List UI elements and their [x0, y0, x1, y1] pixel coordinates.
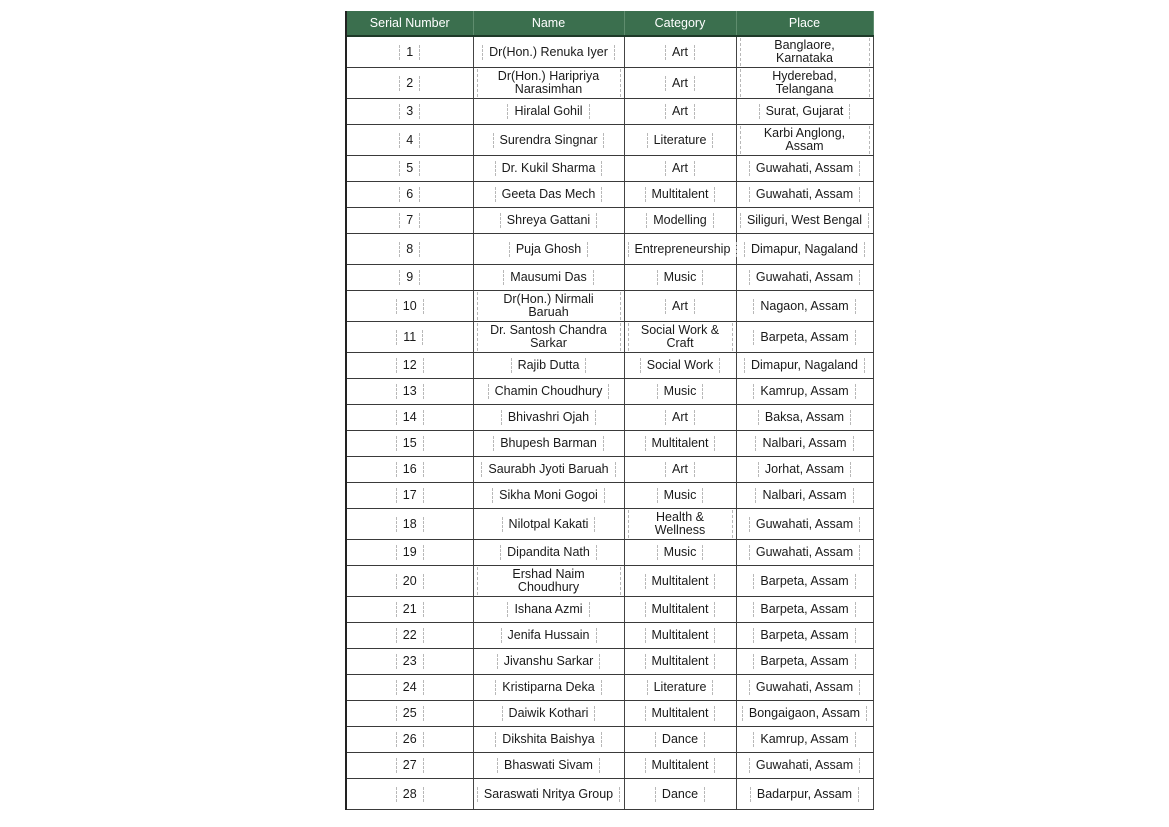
cell-name [473, 405, 624, 431]
cell-name [473, 566, 624, 597]
cell-serial-number-text: 6 [399, 187, 420, 202]
cell-place [736, 353, 873, 379]
cell-place-text: Kamrup, Assam [753, 384, 855, 399]
cell-category [624, 597, 736, 623]
cell-category-text: Music [657, 488, 704, 503]
cell-name-text: Dikshita Baishya [495, 732, 601, 747]
table-row [347, 675, 873, 701]
cell-serial-number [347, 156, 473, 182]
cell-place [736, 623, 873, 649]
cell-place [736, 68, 873, 99]
cell-place [736, 701, 873, 727]
cell-name-text: Daiwik Kothari [502, 706, 596, 721]
cell-category-text: Dance [655, 787, 705, 802]
cell-category [624, 322, 736, 353]
header-place: Place [736, 11, 873, 36]
cell-place [736, 234, 873, 265]
cell-name-text: Ershad Naim Choudhury [477, 567, 621, 595]
cell-category [624, 675, 736, 701]
cell-category-text: Multitalent [645, 758, 716, 773]
cell-place-text: Guwahati, Assam [749, 545, 860, 560]
cell-serial-number [347, 379, 473, 405]
cell-serial-number [347, 68, 473, 99]
cell-serial-number [347, 597, 473, 623]
cell-serial-number-text: 5 [399, 161, 420, 176]
cell-name-text: Chamin Choudhury [488, 384, 610, 399]
cell-name [473, 379, 624, 405]
cell-place [736, 322, 873, 353]
awardees-table [347, 11, 874, 810]
cell-place [736, 727, 873, 753]
cell-category-text: Art [665, 76, 695, 91]
cell-category [624, 779, 736, 810]
cell-place-text: Kamrup, Assam [753, 732, 855, 747]
cell-place-text: Barpeta, Assam [753, 602, 855, 617]
cell-name [473, 753, 624, 779]
cell-category-text: Art [665, 161, 695, 176]
cell-category-text: Multitalent [645, 436, 716, 451]
cell-name [473, 353, 624, 379]
cell-name [473, 649, 624, 675]
cell-place-text: Baksa, Assam [758, 410, 851, 425]
cell-place [736, 675, 873, 701]
cell-serial-number-text: 11 [396, 330, 423, 345]
table-row [347, 727, 873, 753]
cell-name-text: Hiralal Gohil [507, 104, 589, 119]
cell-place-text: Guwahati, Assam [749, 161, 860, 176]
cell-place [736, 779, 873, 810]
cell-category [624, 457, 736, 483]
cell-category [624, 540, 736, 566]
cell-name-text: Ishana Azmi [507, 602, 589, 617]
cell-serial-number-text: 27 [396, 758, 424, 773]
cell-serial-number [347, 234, 473, 265]
cell-place-text: Guwahati, Assam [749, 680, 860, 695]
cell-name [473, 99, 624, 125]
cell-name-text: Dr(Hon.) Nirmali Baruah [477, 292, 621, 320]
cell-serial-number [347, 405, 473, 431]
cell-name [473, 68, 624, 99]
cell-category-text: Multitalent [645, 628, 716, 643]
cell-place-text: Barpeta, Assam [753, 654, 855, 669]
cell-place-text: Karbi Anglong, Assam [740, 126, 870, 154]
cell-serial-number-text: 10 [396, 299, 424, 314]
cell-category [624, 265, 736, 291]
table-row [347, 156, 873, 182]
cell-name-text: Jivanshu Sarkar [497, 654, 601, 669]
cell-serial-number [347, 649, 473, 675]
table-row [347, 509, 873, 540]
cell-serial-number [347, 509, 473, 540]
cell-category [624, 234, 736, 265]
cell-place-text: Hyderebad, Telangana [740, 69, 870, 97]
cell-serial-number [347, 483, 473, 509]
cell-place-text: Badarpur, Assam [750, 787, 859, 802]
cell-name [473, 457, 624, 483]
cell-serial-number [347, 322, 473, 353]
cell-serial-number [347, 431, 473, 457]
cell-serial-number-text: 12 [396, 358, 424, 373]
cell-place-text: Guwahati, Assam [749, 758, 860, 773]
cell-name-text: Saraswati Nritya Group [477, 787, 620, 802]
cell-serial-number-text: 17 [396, 488, 424, 503]
cell-serial-number-text: 21 [396, 602, 424, 617]
cell-serial-number [347, 125, 473, 156]
cell-category-text: Social Work & Craft [628, 323, 733, 351]
cell-place-text: Nagaon, Assam [753, 299, 855, 314]
cell-serial-number-text: 13 [396, 384, 424, 399]
cell-place-text: Banglaore, Karnataka [740, 38, 870, 66]
table-row [347, 623, 873, 649]
cell-serial-number [347, 540, 473, 566]
cell-serial-number [347, 701, 473, 727]
table-row [347, 457, 873, 483]
cell-category [624, 99, 736, 125]
header-name: Name [473, 11, 624, 36]
cell-category-text: Literature [647, 133, 714, 148]
cell-name [473, 540, 624, 566]
cell-category-text: Art [665, 299, 695, 314]
cell-category-text: Art [665, 462, 695, 477]
cell-name [473, 125, 624, 156]
cell-name-text: Dr. Santosh Chandra Sarkar [477, 323, 621, 351]
cell-serial-number [347, 99, 473, 125]
cell-serial-number [347, 36, 473, 68]
cell-category-text: Multitalent [645, 574, 716, 589]
cell-place-text: Siliguri, West Bengal [740, 213, 869, 228]
cell-place-text: Bongaigaon, Assam [742, 706, 867, 721]
cell-place-text: Guwahati, Assam [749, 517, 860, 532]
cell-place [736, 457, 873, 483]
table-row [347, 649, 873, 675]
cell-name [473, 483, 624, 509]
cell-category-text: Social Work [640, 358, 720, 373]
cell-name [473, 701, 624, 727]
cell-serial-number [347, 182, 473, 208]
table-header [347, 11, 873, 36]
cell-place [736, 265, 873, 291]
cell-name-text: Sikha Moni Gogoi [492, 488, 605, 503]
cell-category [624, 727, 736, 753]
cell-place-text: Guwahati, Assam [749, 187, 860, 202]
cell-serial-number [347, 457, 473, 483]
cell-place [736, 36, 873, 68]
cell-name-text: Jenifa Hussain [501, 628, 597, 643]
cell-place-text: Barpeta, Assam [753, 628, 855, 643]
table-row [347, 182, 873, 208]
cell-serial-number-text: 3 [399, 104, 420, 119]
cell-place [736, 208, 873, 234]
cell-place [736, 540, 873, 566]
table-row [347, 208, 873, 234]
cell-category-text: Multitalent [645, 706, 716, 721]
table-row [347, 540, 873, 566]
table-row [347, 431, 873, 457]
cell-name-text: Mausumi Das [503, 270, 593, 285]
table-row [347, 68, 873, 99]
header-category: Category [624, 11, 736, 36]
cell-serial-number [347, 353, 473, 379]
cell-name [473, 182, 624, 208]
cell-category [624, 623, 736, 649]
cell-name [473, 234, 624, 265]
awardees-table-sheet [345, 11, 874, 810]
table-row [347, 701, 873, 727]
cell-place [736, 125, 873, 156]
cell-category-text: Multitalent [645, 602, 716, 617]
table-row [347, 265, 873, 291]
cell-place-text: Nalbari, Assam [755, 488, 853, 503]
cell-place [736, 509, 873, 540]
cell-name [473, 675, 624, 701]
cell-serial-number-text: 22 [396, 628, 424, 643]
cell-name [473, 509, 624, 540]
cell-place [736, 597, 873, 623]
table-row [347, 99, 873, 125]
cell-place [736, 405, 873, 431]
cell-name-text: Dr(Hon.) Renuka Iyer [482, 45, 615, 60]
cell-category-text: Health & Wellness [628, 510, 733, 538]
cell-serial-number [347, 779, 473, 810]
cell-serial-number [347, 566, 473, 597]
cell-category-text: Art [665, 104, 695, 119]
cell-category-text: Music [657, 270, 704, 285]
cell-serial-number-text: 23 [396, 654, 424, 669]
cell-name [473, 265, 624, 291]
cell-serial-number-text: 25 [396, 706, 424, 721]
cell-category-text: Music [657, 545, 704, 560]
cell-place [736, 431, 873, 457]
header-serial-number: Serial Number [347, 11, 473, 36]
table-row [347, 234, 873, 265]
cell-name [473, 156, 624, 182]
cell-serial-number [347, 727, 473, 753]
table-row [347, 379, 873, 405]
cell-serial-number-text: 4 [399, 133, 420, 148]
cell-place [736, 99, 873, 125]
cell-place [736, 566, 873, 597]
table-row [347, 405, 873, 431]
cell-category-text: Multitalent [645, 654, 716, 669]
cell-serial-number [347, 675, 473, 701]
table-body [347, 36, 873, 810]
cell-category-text: Entrepreneurship [628, 242, 738, 257]
cell-category [624, 431, 736, 457]
table-row [347, 353, 873, 379]
cell-category-text: Music [657, 384, 704, 399]
cell-name-text: Saurabh Jyoti Baruah [481, 462, 615, 477]
cell-name [473, 291, 624, 322]
cell-place-text: Dimapur, Nagaland [744, 358, 865, 373]
cell-serial-number-text: 16 [396, 462, 424, 477]
cell-name [473, 779, 624, 810]
table-row [347, 291, 873, 322]
cell-serial-number-text: 15 [396, 436, 424, 451]
cell-place-text: Jorhat, Assam [758, 462, 851, 477]
cell-serial-number-text: 26 [396, 732, 424, 747]
cell-serial-number-text: 8 [399, 242, 420, 257]
cell-serial-number-text: 14 [396, 410, 424, 425]
cell-category-text: Art [665, 45, 695, 60]
table-row [347, 566, 873, 597]
cell-serial-number-text: 7 [399, 213, 420, 228]
cell-name-text: Nilotpal Kakati [502, 517, 596, 532]
cell-place [736, 156, 873, 182]
cell-place [736, 379, 873, 405]
cell-serial-number [347, 291, 473, 322]
cell-name-text: Dr. Kukil Sharma [495, 161, 603, 176]
cell-name-text: Bhivashri Ojah [501, 410, 596, 425]
cell-category [624, 649, 736, 675]
cell-name-text: Dr(Hon.) Haripriya Narasimhan [477, 69, 621, 97]
cell-place-text: Barpeta, Assam [753, 330, 855, 345]
cell-category [624, 566, 736, 597]
cell-name [473, 597, 624, 623]
cell-category [624, 291, 736, 322]
cell-name [473, 208, 624, 234]
cell-name [473, 322, 624, 353]
table-row [347, 753, 873, 779]
cell-name [473, 623, 624, 649]
cell-name [473, 727, 624, 753]
cell-name [473, 36, 624, 68]
cell-category [624, 353, 736, 379]
cell-category-text: Dance [655, 732, 705, 747]
cell-category-text: Literature [647, 680, 714, 695]
cell-name-text: Kristiparna Deka [495, 680, 601, 695]
cell-category-text: Modelling [646, 213, 714, 228]
cell-category [624, 753, 736, 779]
cell-name-text: Geeta Das Mech [495, 187, 603, 202]
cell-name-text: Rajib Dutta [511, 358, 587, 373]
cell-serial-number-text: 20 [396, 574, 424, 589]
cell-category [624, 483, 736, 509]
cell-category [624, 509, 736, 540]
table-row [347, 483, 873, 509]
cell-serial-number-text: 24 [396, 680, 424, 695]
cell-place-text: Nalbari, Assam [755, 436, 853, 451]
cell-name [473, 431, 624, 457]
cell-serial-number-text: 9 [399, 270, 420, 285]
cell-name-text: Puja Ghosh [509, 242, 588, 257]
table-row [347, 36, 873, 68]
cell-category [624, 68, 736, 99]
cell-serial-number [347, 623, 473, 649]
cell-place [736, 649, 873, 675]
cell-place [736, 182, 873, 208]
cell-serial-number-text: 19 [396, 545, 424, 560]
cell-serial-number-text: 1 [399, 45, 420, 60]
cell-name-text: Bhaswati Sivam [497, 758, 600, 773]
table-row [347, 779, 873, 810]
cell-serial-number-text: 28 [396, 787, 424, 802]
cell-category [624, 701, 736, 727]
cell-name-text: Shreya Gattani [500, 213, 597, 228]
cell-category [624, 405, 736, 431]
cell-place-text: Guwahati, Assam [749, 270, 860, 285]
table-row [347, 322, 873, 353]
cell-place-text: Barpeta, Assam [753, 574, 855, 589]
cell-category [624, 379, 736, 405]
cell-category-text: Multitalent [645, 187, 716, 202]
cell-category-text: Art [665, 410, 695, 425]
table-row [347, 125, 873, 156]
table-row [347, 597, 873, 623]
cell-name-text: Surendra Singnar [493, 133, 605, 148]
cell-category [624, 208, 736, 234]
cell-place [736, 753, 873, 779]
cell-place [736, 291, 873, 322]
cell-serial-number [347, 265, 473, 291]
cell-serial-number-text: 2 [399, 76, 420, 91]
cell-category [624, 182, 736, 208]
header-row [347, 11, 873, 36]
cell-name-text: Dipandita Nath [500, 545, 597, 560]
cell-serial-number [347, 208, 473, 234]
cell-place-text: Dimapur, Nagaland [744, 242, 865, 257]
cell-category [624, 36, 736, 68]
cell-category [624, 125, 736, 156]
cell-serial-number [347, 753, 473, 779]
cell-category [624, 156, 736, 182]
cell-serial-number-text: 18 [396, 517, 424, 532]
cell-place-text: Surat, Gujarat [759, 104, 851, 119]
cell-place [736, 483, 873, 509]
cell-name-text: Bhupesh Barman [493, 436, 604, 451]
